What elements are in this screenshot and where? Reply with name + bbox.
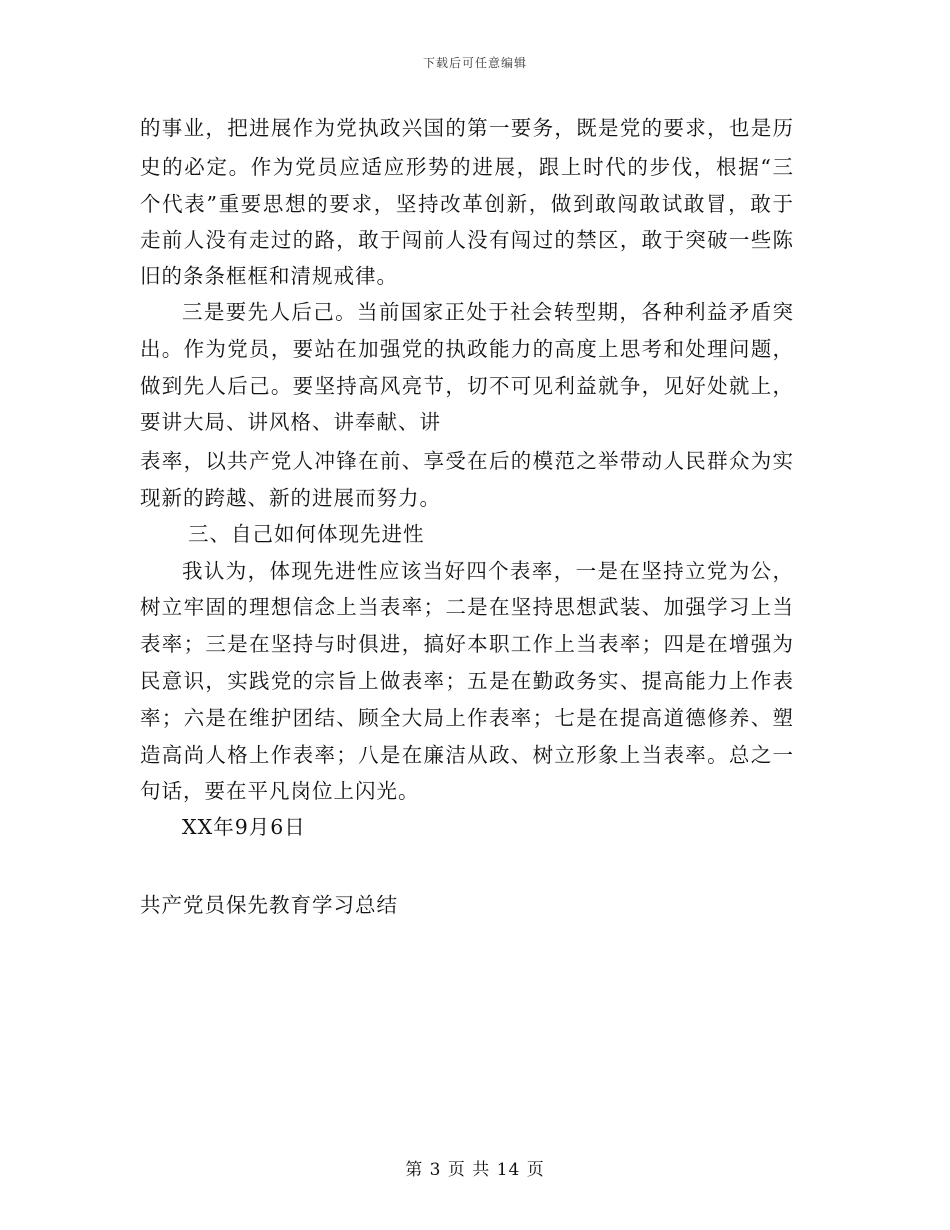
paragraph-line: 树立牢固的理想信念上当表率；二是在坚持思想武装、加强学习上当 xyxy=(140,595,794,619)
paragraph-line: 现新的跨越、新的进展而努力。 xyxy=(140,486,441,510)
paragraph-line: 我认为，体现先进性应该当好四个表率，一是在坚持立党为公， xyxy=(182,559,794,583)
paragraph-line: 的事业，把进展作为党执政兴国的第一要务，既是党的要求，也是历 xyxy=(140,116,794,140)
paragraph-line: 旧的条条框框和清规戒律。 xyxy=(140,264,398,288)
page-footer: 第 3 页 共 14 页 xyxy=(405,1160,545,1180)
paragraph-line: 三是要先人后己。当前国家正处于社会转型期，各种利益矛盾突 xyxy=(182,300,794,324)
paragraph-line: 出。作为党员，要站在加强党的执政能力的高度上思考和处理问题， xyxy=(140,337,794,361)
paragraph-line: 表率，以共产党人冲锋在前、享受在后的模范之举带动人民群众为实 xyxy=(140,449,794,473)
paragraph-line: 表率；三是在坚持与时俱进，搞好本职工作上当表率；四是在增强为 xyxy=(140,632,794,656)
paragraph-line: 走前人没有走过的路，敢于闯前人没有闯过的禁区，敢于突破一些陈 xyxy=(140,228,794,252)
paragraph-line: 史的必定。作为党员应适应形势的进展，跟上时代的步伐，根据“三 xyxy=(140,155,794,179)
document-date: XX年9月6日 xyxy=(182,815,306,839)
paragraph-line: 民意识，实践党的宗旨上做表率；五是在勤政务实、提高能力上作表 xyxy=(140,669,794,693)
paragraph-line: 个代表”重要思想的要求，坚持改革创新，做到敢闯敢试敢冒，敢于 xyxy=(140,192,794,216)
paragraph-line: 造高尚人格上作表率；八是在廉洁从政、树立形象上当表率。总之一 xyxy=(140,743,794,767)
paragraph-line: 要讲大局、讲风格、讲奉献、讲 xyxy=(140,410,441,434)
header-note: 下载后可任意编辑 xyxy=(422,56,527,70)
paragraph-line: 句话，要在平凡岗位上闪光。 xyxy=(140,779,420,803)
section-heading: 三、自己如何体现先进性 xyxy=(188,522,425,546)
paragraph-line: 率；六是在维护团结、顾全大局上作表率；七是在提高道德修养、塑 xyxy=(140,706,794,730)
paragraph-line: 做到先人后己。要坚持高风亮节，切不可见利益就争，见好处就上， xyxy=(140,374,794,398)
next-document-title: 共产党员保先教育学习总结 xyxy=(140,893,398,917)
